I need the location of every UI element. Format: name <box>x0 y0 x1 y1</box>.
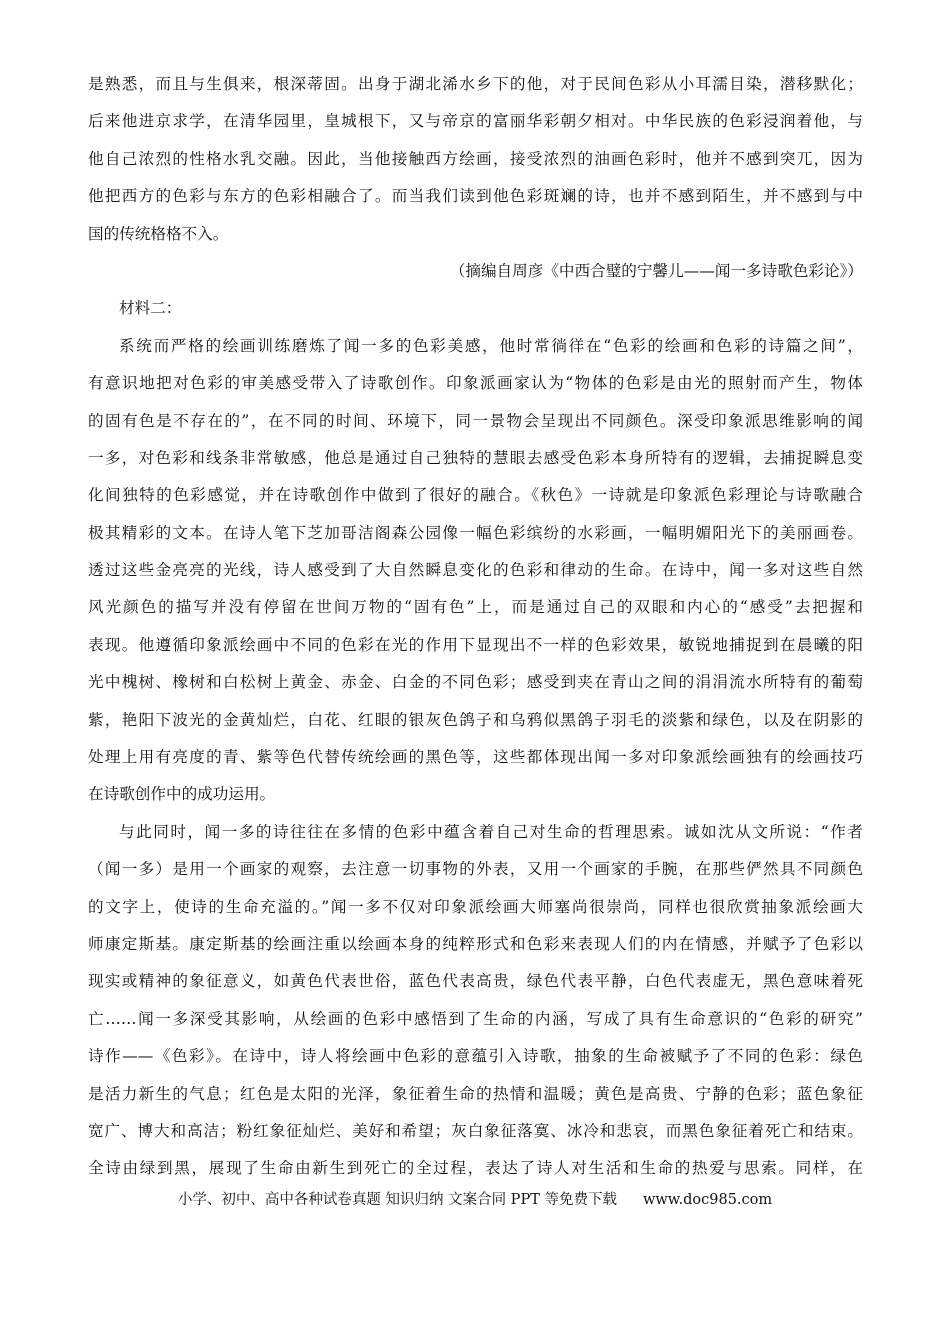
text-line: 极其精彩的文本。在诗人笔下芝加哥洁阁森公园像一幅色彩缤纷的水彩画，一幅明媚阳光下的美丽画卷。 <box>88 523 863 542</box>
text-line: 是活力新生的气息；红色是太阳的光泽，象征着生命的热情和温暖；黄色是高贵、宁静的色彩；蓝色象征 <box>88 1084 863 1103</box>
text-line: 是熟悉，而且与生俱来，根深蒂固。出身于湖北浠水乡下的他，对于民间色彩从小耳濡目染，潜移默化； <box>88 75 863 93</box>
text-line: 现实或精神的象征意义，如黄色代表世俗，蓝色代表高贵，绿色代表平静，白色代表虚无，黑色意味着死 <box>88 972 863 991</box>
text-line: 处理上用有亮度的青、紫等色代替传统绘画的黑色等，这些都体现出闻一多对印象派绘画独有的绘画技巧 <box>88 748 863 767</box>
text-line: 在诗歌创作中的成功运用。 <box>88 785 276 804</box>
page-footer <box>0 1188 950 1209</box>
document-body <box>88 66 863 1188</box>
section-heading: 材料二： <box>119 299 182 318</box>
source-citation: （摘编自周彦《中西合璧的宁馨儿——闻一多诗歌色彩论》） <box>449 261 863 280</box>
text-line: 诗作——《色彩》。在诗中，诗人将绘画中色彩的意蕴引入诗歌，抽象的生命被赋予了不同的色彩：绿色 <box>88 1047 863 1066</box>
text-line: 国的传统格格不入。 <box>88 224 229 243</box>
text-line: 全诗由绿到黑，展现了生命由新生到死亡的全过程，表达了诗人对生活和生命的热爱与思索。同样，在 <box>88 1159 863 1178</box>
text-line: 他自己浓烈的性格水乳交融。因此，当他接触西方绘画，接受浓烈的油画色彩时，他并不感到突兀，因为 <box>88 149 863 168</box>
text-line: 系统而严格的绘画训练磨炼了闻一多的色彩美感，他时常徜徉在“色彩的绘画和色彩的诗篇之间”， <box>119 336 863 355</box>
text-line: 表现。他遵循印象派绘画中不同的色彩在光的作用下显现出不一样的色彩效果，敏锐地捕捉到在晨曦的阳 <box>88 635 863 654</box>
footer-url[interactable]: www.doc985.com <box>642 1192 773 1208</box>
text-line: 的固有色是不存在的”，在不同的时间、环境下，同一景物会呈现出不同颜色。深受印象派思维影响的闻 <box>88 411 863 430</box>
text-line: 有意识地把对色彩的审美感受带入了诗歌创作。印象派画家认为“物体的色彩是由光的照射而产生，物体 <box>88 374 863 393</box>
text-line: 师康定斯基。康定斯基的绘画注重以绘画本身的纯粹形式和色彩来表现人们的内在情感，并赋予了色彩以 <box>88 934 863 953</box>
text-line: （闻一多）是用一个画家的观察，去注意一切事物的外表，又用一个画家的手腕，在那些俨然具不同颜色 <box>88 860 863 879</box>
text-line: 紫，艳阳下波光的金黄灿烂，白花、红眼的银灰色鸽子和乌鸦似黑鸽子羽毛的淡紫和绿色，以及在阴影的 <box>88 710 863 729</box>
text-line: 他把西方的色彩与东方的色彩相融合了。而当我们读到他色彩斑斓的诗，也并不感到陌生，并不感到与中 <box>88 187 863 206</box>
text-line: 化间独特的色彩感觉，并在诗歌创作中做到了很好的融合。《秋色》一诗就是印象派色彩理论与诗歌融合 <box>88 486 863 505</box>
footer-text: 小学、初中、高中各种试卷真题 知识归纳 文案合同 PPT 等免费下载 <box>177 1192 617 1208</box>
text-line: 与此同时，闻一多的诗往往在多情的色彩中蕴含着自己对生命的哲理思索。诚如沈从文所说：“作者 <box>119 822 863 841</box>
text-line: 亡……闻一多深受其影响，从绘画的色彩中感悟到了生命的内涵，写成了具有生命意识的“色彩的研究” <box>88 1009 863 1028</box>
text-line: 宽广、博大和高洁；粉红象征灿烂、美好和希望；灰白象征落寞、冰冷和悲哀，而黑色象征着死亡和结束。 <box>88 1121 863 1140</box>
text-line: 透过这些金亮亮的光线，诗人感受到了大自然瞬息变化的色彩和律动的生命。在诗中，闻一多对这些自然 <box>88 561 863 580</box>
text-line: 后来他进京求学，在清华园里，皇城根下，又与帝京的富丽华彩朝夕相对。中华民族的色彩浸润着他，与 <box>88 112 863 131</box>
text-line: 光中槐树、橡树和白松树上黄金、赤金、白金的不同色彩；感受到夹在青山之间的涓涓流水所特有的葡萄 <box>88 673 863 692</box>
text-line: 风光颜色的描写并没有停留在世间万物的“固有色”上，而是通过自己的双眼和内心的“感受”去把握和 <box>88 598 863 617</box>
text-line: 的文字上，使诗的生命充溢的。”闻一多不仅对印象派绘画大师塞尚很崇尚，同样也很欣赏抽象派绘画大 <box>88 897 863 916</box>
text-line: 一多，对色彩和线条非常敏感，他总是通过自己独特的慧眼去感受色彩本身所特有的逻辑，去捕捉瞬息变 <box>88 448 863 467</box>
